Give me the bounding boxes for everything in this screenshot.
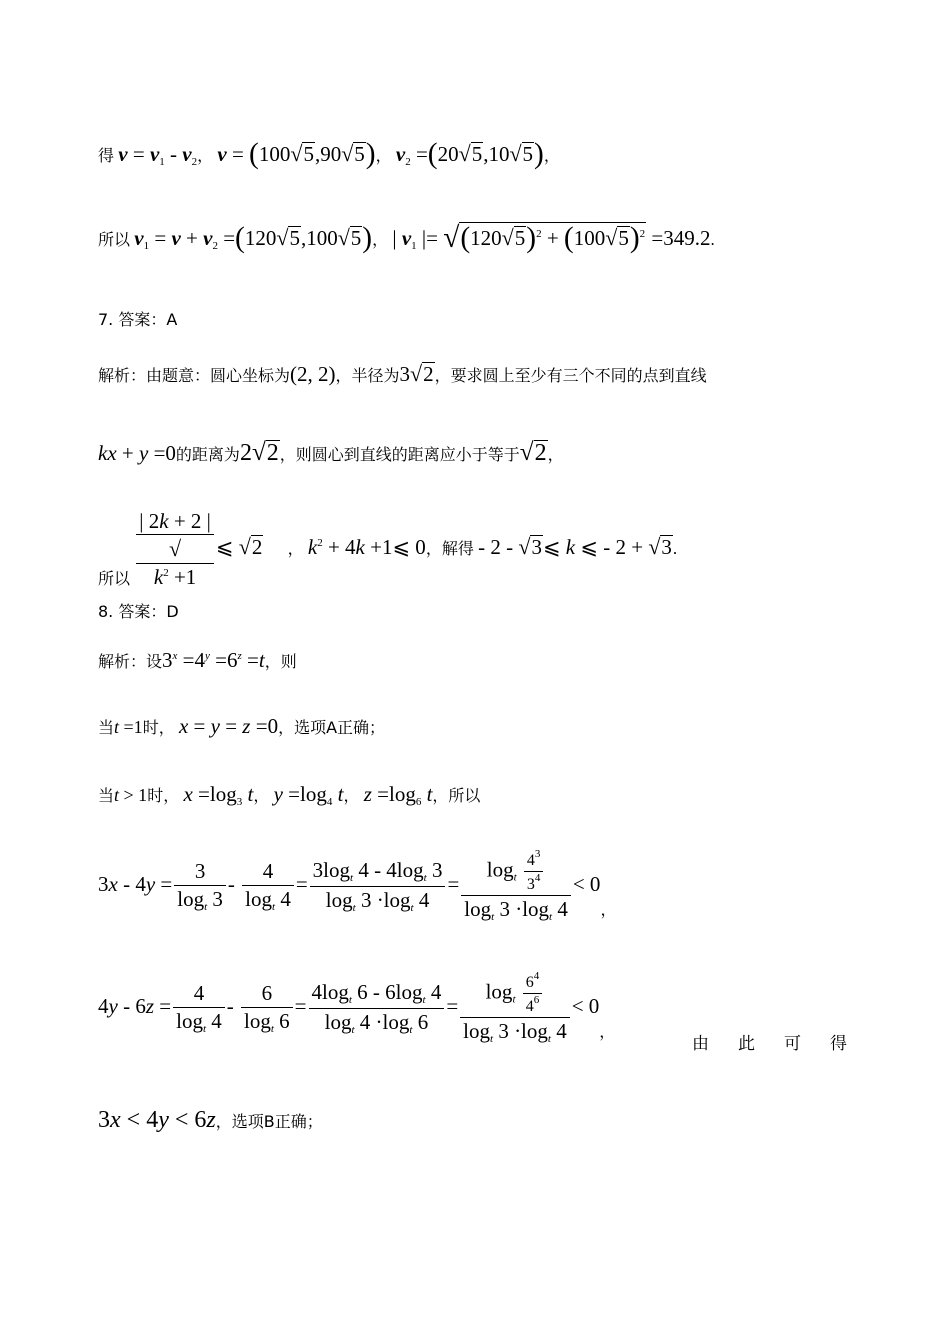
- q8-answer-heading: 8. 答案：D: [98, 602, 179, 621]
- formula-chain-inequality: 3x < 4y < 6z: [98, 1107, 216, 1133]
- formula-v-value: v = (100√5,90√5): [217, 138, 376, 170]
- formula-v2-value: $v_2 =(20√5,10√5)$: [395, 138, 544, 170]
- q8-line-conclusion: 3x < 4y < 6z，选项B正确；: [98, 1107, 323, 1133]
- formula-distance-inequality: | 2k + 2 | √ $k^2 +1$ ⩽ √2: [134, 535, 263, 559]
- formula-z-log: $z =\log_6$ t: [363, 782, 433, 808]
- text-suoyi: 所以: [98, 230, 131, 249]
- formula-center: (2, 2): [290, 362, 336, 386]
- q7-answer-heading: 7. 答案：A: [98, 310, 178, 329]
- line-velocity-difference: 得 $v = v_1 - v_2$， v = (100√5,90√5)， $v_2 =(20√5,10√5)$，: [98, 138, 560, 170]
- formula-v-eq: $v = v_1 - v_2$: [118, 142, 198, 168]
- q8-line-3: 当t > 1时， $x =\log_3$ t， $y =\log_4$ t， $z =\log_6$ t，所以: [98, 782, 481, 808]
- q7-line-3: 所以 | 2k + 2 | √ $k^2 +1$ ⩽ √2 ， $k^2 + 4k$ +1⩽ 0，解得 - 2 - √3⩽ k ⩽ - 2 + √3.: [98, 509, 678, 589]
- q8-formula-4y-6z: 4y - 6z = $\frac{4}{\log_t 4}$ - $\frac{6}{\log_t 6}$ = $\frac{4\log_t 6 - 6\log_t 4}{\log_t 4 \cdot\log_t 6}$ = $\log_t$ $\frac{6^4}{4^6}$ $\log_t 3 \cdot\log_t$ 4 < 0，: [98, 970, 616, 1045]
- formula-x-log: $x =\log_3$ t: [183, 782, 254, 808]
- formula-v1-value: $v_1 = v + v_2 =(120√5,100√5)$: [134, 222, 373, 254]
- formula-radius: 3√2: [399, 361, 434, 386]
- formula-quadratic: $k^2 + 4k$ +1⩽ 0: [307, 534, 426, 559]
- q8-line-2: 当t =1时， x = y = z =0，选项A正确；: [98, 714, 386, 738]
- text-youci-kede: 由 此 可 得: [692, 1034, 853, 1054]
- formula-t-gt-1: t > 1: [114, 785, 148, 805]
- formula-v1-modulus: | $v_1$ |= $√(120√5)^2 + (100√5)^2 =349.2$: [392, 222, 711, 254]
- formula-y-log: $y =\log_4$ t: [273, 782, 344, 808]
- q7-line-1: 解析：由题意：圆心坐标为(2, 2)，半径为3√2，要求圆上至少有三个不同的点到直线: [98, 361, 707, 386]
- text-de: 得: [98, 146, 115, 165]
- q8-line-1: 解析：设$3^x =4^y =6^z =t$，则: [98, 648, 297, 672]
- formula-xyz-zero: x = y = z =0: [178, 714, 279, 738]
- formula-line-eq: kx + y =0: [98, 441, 176, 465]
- q8-formula-3x-4y: 3x - 4y = $\frac{3}{\log_t 3}$ - $\frac{4}{\log_t 4}$ = $\frac{3\log_t 4 - 4\log_t 3}{\log_t 3 \cdot\log_t 4}$ = $\log_t$ $\frac{4^3}{3^4}$ $\log_t 3 \cdot\log_t$ 4 < 0，: [98, 848, 617, 923]
- formula-sqrt2: √2: [519, 439, 547, 466]
- line-v1-magnitude: 所以 $v_1 = v + v_2 =(120√5,100√5)$， | $v_1$ |= $√(120√5)^2 + (100√5)^2 =349.2$.: [98, 222, 715, 254]
- formula-t-eq-1: t =1: [114, 717, 143, 737]
- formula-k-range: - 2 - √3⩽ k ⩽ - 2 + √3: [478, 533, 672, 559]
- formula-2sqrt2: 2√2: [239, 439, 279, 466]
- formula-set-t: $3^x =4^y =6^z =t$: [162, 648, 265, 672]
- q7-line-2: kx + y =0的距离为2√2，则圆心到直线的距离应小于等于√2，: [98, 439, 564, 466]
